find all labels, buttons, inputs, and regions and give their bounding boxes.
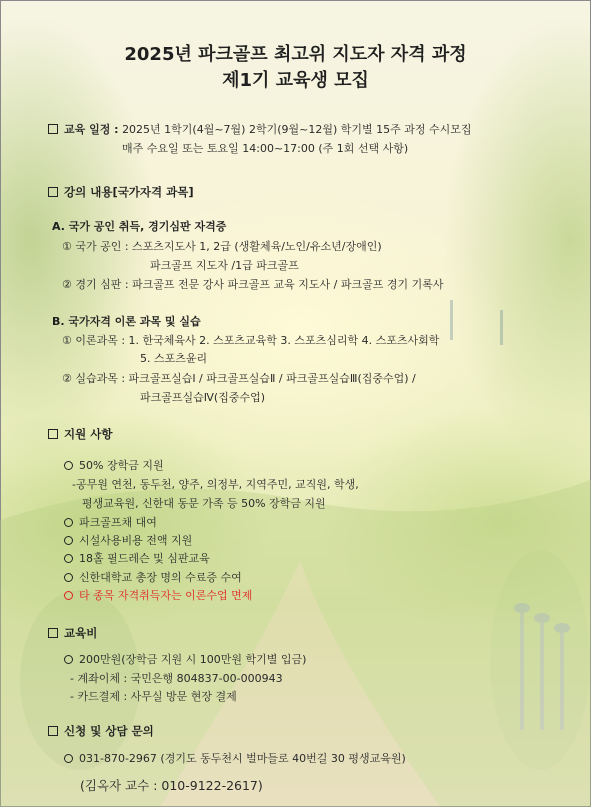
inquiry-contact: (김옥자 교수 : 010-9122-2617) <box>80 778 263 793</box>
bullet-circle-icon <box>64 518 73 527</box>
inquiry-phone: 031-870-2967 (경기도 동두천시 벌마들로 40번길 30 평생교육원) <box>64 750 406 766</box>
course-b-item1: ① 이론과목 : 1. 한국체육사 2. 스포츠교육학 3. 스포츠심리학 4. 스포츠사회학 <box>62 334 440 347</box>
fee-item: - 카드결제 : 사무실 방문 현장 결제 <box>70 690 237 703</box>
fee-item: 200만원(장학금 지원 시 100만원 학기별 입금) <box>64 651 306 667</box>
bullet-circle-icon <box>64 573 73 582</box>
schedule-line1 <box>48 121 472 137</box>
schedule-heading: 교육 일정 : <box>64 123 119 136</box>
fee-item: - 계좌이체 : 국민은행 804837-00-000943 <box>70 672 283 685</box>
checkbox-icon <box>48 726 58 736</box>
course-section-b-title: B. 국가자격 이론 과목 및 실습 <box>52 315 201 328</box>
support-item: -공무원 연천, 동두천, 양주, 의정부, 지역주민, 교직원, 학생, <box>72 478 359 491</box>
fee-heading-row <box>48 625 97 641</box>
course-b-item1-cont: 5. 스포츠윤리 <box>140 352 208 365</box>
support-item: 신한대학교 총장 명의 수료증 수여 <box>64 569 242 585</box>
schedule-text1: 2025년 1학기(4월~7월) 2학기(9월~12월) 학기별 15주 과정 수시모집 <box>122 123 472 136</box>
course-a-item1-cont: 파크골프 지도자 /1급 파크골프 <box>150 259 299 272</box>
support-item: 파크골프채 대여 <box>64 514 157 530</box>
support-item: 18홀 필드레슨 및 심판교육 <box>64 550 210 566</box>
inquiry-heading: 신청 및 상담 문의 <box>64 724 154 738</box>
support-item: 시설사용비용 전액 지원 <box>64 532 192 548</box>
course-a-item1: ① 국가 공인 : 스포츠지도사 1, 2급 (생활체육/노인/유소년/장애인) <box>62 240 382 253</box>
checkbox-icon <box>48 429 58 439</box>
fee-heading: 교육비 <box>64 626 98 640</box>
bullet-circle-icon <box>64 554 73 563</box>
course-section-a-title: A. 국가 공인 취득, 경기심판 자격증 <box>52 220 227 233</box>
bullet-circle-icon <box>64 655 73 664</box>
bullet-circle-icon <box>64 461 73 470</box>
course-a-item2: ② 경기 심판 : 파크골프 전문 강사 파크골프 교육 지도사 / 파크골프 경기 기록사 <box>62 278 444 291</box>
page-title-line2: 제1기 교육생 모집 <box>222 70 369 91</box>
checkbox-icon <box>48 187 58 197</box>
support-item: 50% 장학금 지원 <box>64 457 164 473</box>
inquiry-heading-row <box>48 723 154 739</box>
support-heading-row <box>48 426 112 442</box>
checkbox-icon <box>48 628 58 638</box>
support-heading: 지원 사항 <box>64 427 113 441</box>
page-title-line1: 2025년 파크골프 최고위 지도자 자격 과정 <box>124 44 467 65</box>
course-heading-row <box>48 184 194 200</box>
bullet-circle-icon <box>64 591 73 600</box>
checkbox-icon <box>48 124 58 134</box>
support-item: 평생교육원, 신한대 동문 가족 등 50% 장학금 지원 <box>82 497 326 510</box>
course-b-item2: ② 실습과목 : 파크골프실습Ⅰ / 파크골프실습Ⅱ / 파크골프실습Ⅲ(집중수업) / <box>62 372 416 385</box>
course-heading: 강의 내용[국가자격 과목] <box>64 185 194 199</box>
bullet-circle-icon <box>64 754 73 763</box>
schedule-line2: 매주 수요일 또는 토요일 14:00~17:00 (주 1회 선택 사항) <box>122 142 409 155</box>
bullet-circle-icon <box>64 536 73 545</box>
support-item-highlight: 타 종목 자격취득자는 이론수업 면제 <box>64 587 252 603</box>
course-b-item2-cont: 파크골프실습Ⅳ(집중수업) <box>140 391 265 404</box>
